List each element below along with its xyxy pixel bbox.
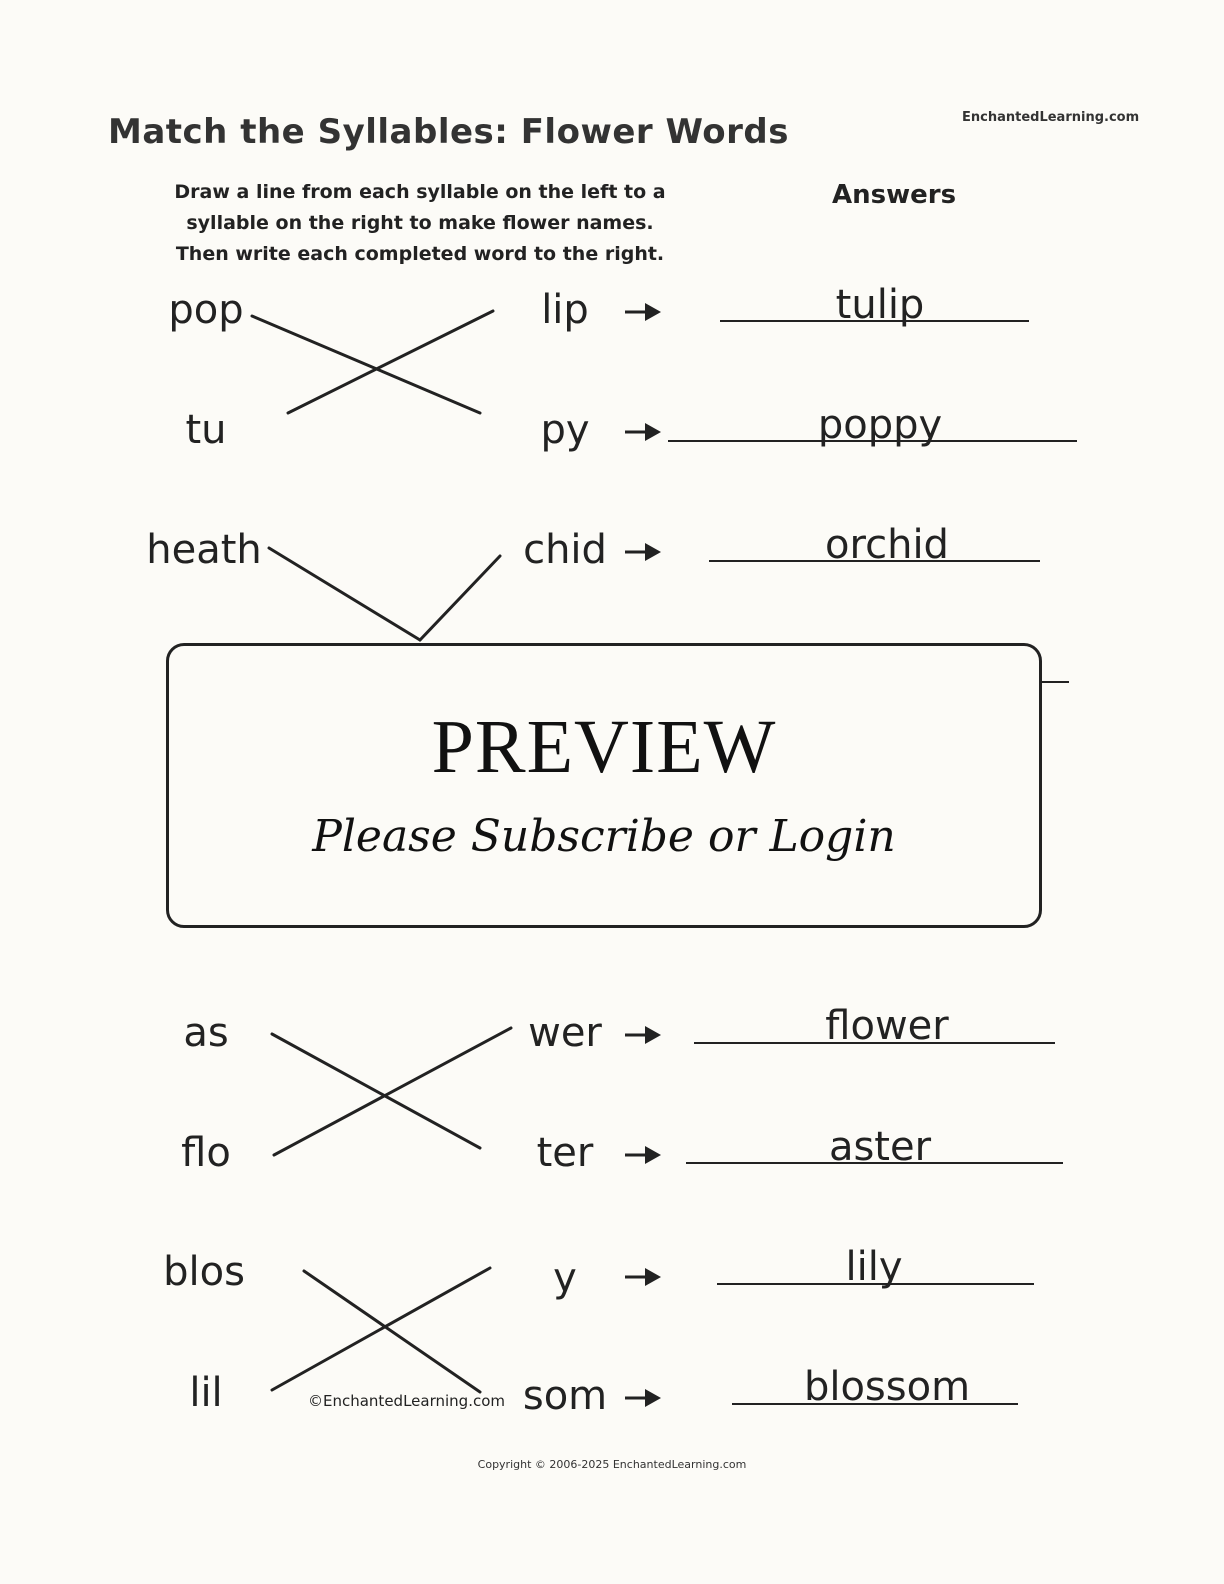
answers-heading: Answers — [832, 180, 957, 210]
left-syllable: pop — [168, 287, 244, 333]
match-line — [252, 316, 480, 413]
preview-title: PREVIEW — [431, 705, 777, 789]
answer-word: orchid — [825, 522, 949, 568]
arrow-icon — [623, 1265, 663, 1289]
answer-word: poppy — [817, 402, 943, 448]
instruction-line: Draw a line from each syllable on the left to a — [174, 181, 666, 203]
right-syllable: ter — [536, 1130, 594, 1176]
match-line — [269, 548, 420, 640]
answer-word: blossom — [803, 1364, 971, 1410]
arrow-icon — [623, 1143, 663, 1167]
subscribe-login-prompt[interactable]: Please Subscribe or Login — [312, 811, 896, 862]
match-line — [272, 1034, 480, 1148]
page-title: Match the Syllables: Flower Words — [108, 112, 790, 152]
preview-overlay[interactable] — [166, 643, 1042, 928]
arrow-icon — [623, 1386, 663, 1410]
match-line — [274, 1028, 511, 1155]
right-syllable: lip — [541, 287, 589, 333]
site-name[interactable]: EnchantedLearning.com — [962, 110, 1140, 125]
left-syllable: blos — [163, 1249, 245, 1295]
instruction-line: Then write each completed word to the right. — [175, 243, 665, 265]
right-syllable: py — [540, 407, 590, 453]
worksheet-copyright: ©EnchantedLearning.com — [308, 1392, 505, 1410]
match-line — [288, 311, 493, 413]
arrow-icon — [623, 420, 663, 444]
answer-word: flower — [825, 1003, 949, 1049]
match-line — [420, 556, 500, 640]
arrow-icon — [623, 300, 663, 324]
left-syllable: flo — [181, 1130, 231, 1176]
left-syllable: lil — [189, 1370, 223, 1416]
right-syllable: wer — [528, 1010, 602, 1056]
footer-copyright: Copyright © 2006-2025 EnchantedLearning.com — [477, 1458, 747, 1471]
answer-word: tulip — [835, 282, 925, 328]
match-line — [272, 1268, 490, 1390]
answer-word: aster — [828, 1124, 932, 1170]
arrow-icon — [623, 540, 663, 564]
left-syllable: heath — [146, 527, 262, 573]
left-syllable: tu — [185, 407, 227, 453]
right-syllable: chid — [523, 527, 607, 573]
left-syllable: as — [183, 1010, 229, 1056]
instruction-line: syllable on the right to make flower names. — [186, 212, 654, 234]
right-syllable: som — [522, 1373, 608, 1419]
answer-word: lily — [845, 1244, 903, 1290]
arrow-icon — [623, 1023, 663, 1047]
right-syllable: y — [553, 1255, 577, 1301]
